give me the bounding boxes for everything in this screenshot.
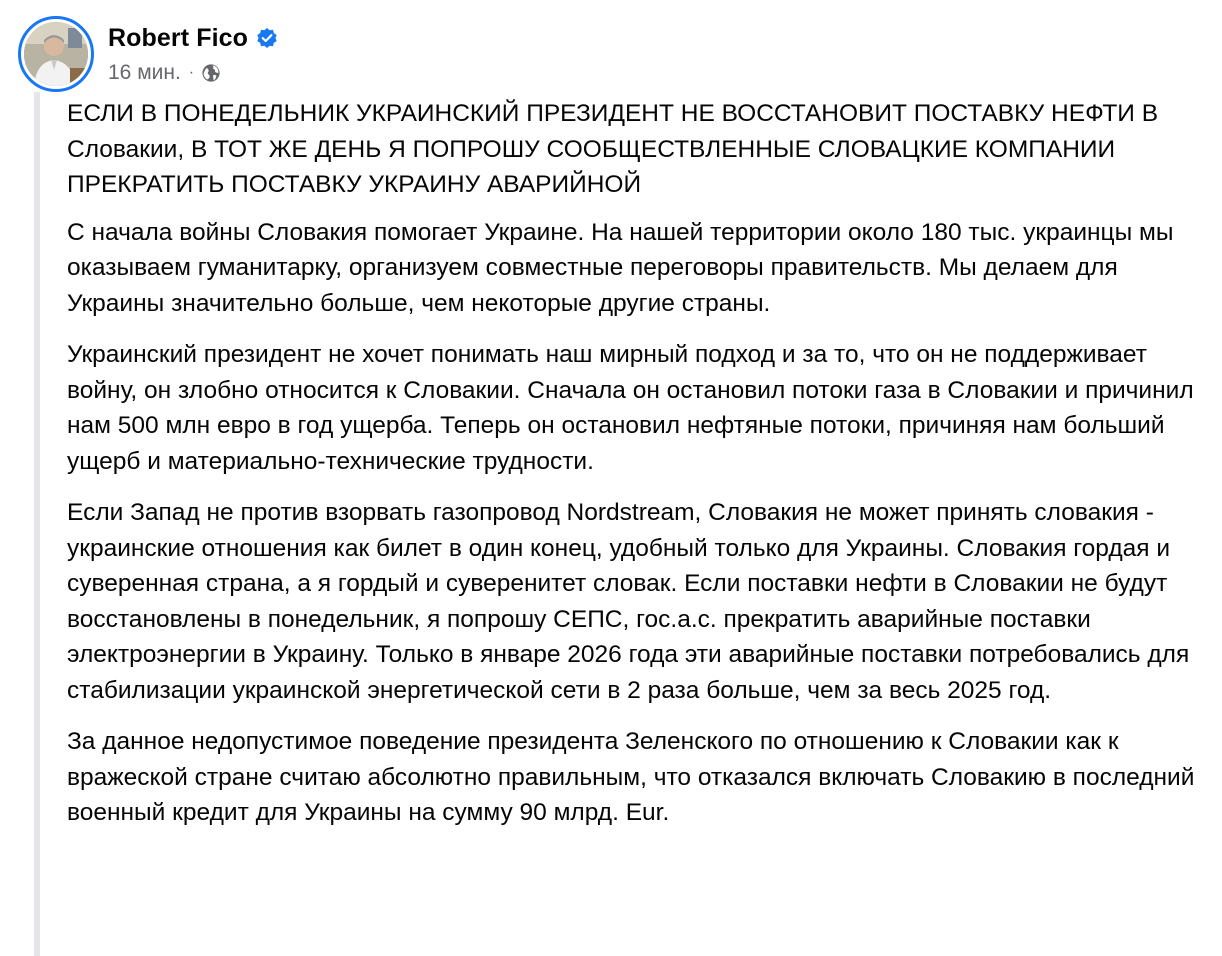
post-paragraph: Украинский президент не хочет понимать наш мирный подход и за то, что он не поддерживает войну, он злобно относится к Словакии. Сначала он остановил потоки газа в Словакии и причинил нам 500 млн евро в год ущерба. Теперь он остановил нефтяные потоки, причиняя нам больший ущерб и материально-технические трудности.	[67, 341, 1194, 475]
post-header	[18, 14, 278, 94]
quote-bar	[34, 92, 40, 956]
avatar-illustration	[24, 22, 88, 86]
post-paragraph: За данное недопустимое поведение президента Зеленского по отношению к Словакии как к вражеской стране считаю абсолютно правильным, что отказался включать Словакию в последний военный кредит для Украины на сумму 90 млрд. Eur.	[67, 728, 1195, 826]
post-paragraph: Если Запад не против взорвать газопровод Nordstream, Словакия не может принять словакия - украинские отношения как билет в один конец, удобный только для Украины. Словакия гордая и суверенная страна, а я гордый и суверенитет словак. Если поставки нефти в Словакии не будут восстановлены в понедельник, я попрошу СЕПС, гос.а.с. прекратить аварийные поставки электроэнергии в Украину. Только в январе 2026 года эти аварийные поставки потребовались для стабилизации украинской энергетической сети в 2 раза больше, чем за весь 2025 год.	[67, 499, 1190, 704]
verified-badge-icon	[256, 27, 278, 49]
globe-icon[interactable]	[201, 63, 221, 83]
author-row	[108, 24, 278, 53]
post-meta	[108, 61, 278, 85]
post-body	[67, 96, 1207, 847]
avatar-photo	[24, 22, 88, 86]
meta-separator: ·	[188, 63, 195, 81]
author-name[interactable]: Robert Fico	[108, 23, 248, 52]
post-headline: ЕСЛИ В ПОНЕДЕЛЬНИК УКРАИНСКИЙ ПРЕЗИДЕНТ НЕ ВОССТАНОВИТ ПОСТАВКУ НЕФТИ В Словакии, В ТОТ ЖЕ ДЕНЬ Я ПОПРОШУ СООБЩЕСТВЛЕННЫЕ СЛОВАЦКИЕ КОМПАНИИ ПРЕКРАТИТЬ ПОСТАВКУ УКРАИНУ АВАРИЙНОЙ	[67, 100, 1159, 198]
post-time[interactable]: 16 мин.	[108, 60, 181, 84]
author-block	[108, 24, 278, 85]
post-paragraph: С начала войны Словакия помогает Украине. На нашей территории около 180 тыс. украинцы мы оказываем гуманитарку, организуем совместные переговоры правительств. Мы делаем для Украины значительно больше, чем некоторые другие страны.	[67, 218, 1174, 317]
avatar[interactable]	[18, 16, 94, 92]
